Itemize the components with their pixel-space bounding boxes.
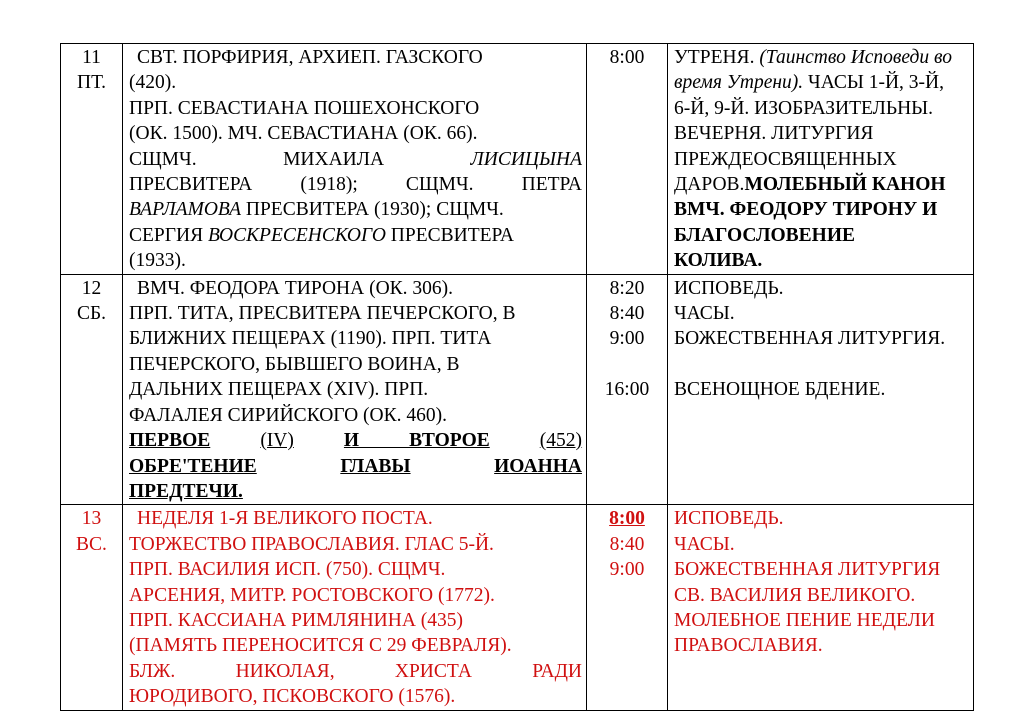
services-line: КОЛИВА. xyxy=(674,250,763,272)
saints-line: ПРП. КАССИАНА РИМЛЯНИНА (435) xyxy=(129,609,464,631)
saints-line xyxy=(129,659,582,684)
saints-word: ЛИСИЦЫНА xyxy=(470,148,582,170)
services-cell xyxy=(668,274,974,505)
saints-line: (1933). xyxy=(129,250,186,272)
day-cell xyxy=(61,274,123,505)
services-line xyxy=(674,70,969,95)
services-line: СВ. ВАСИЛИЯ ВЕЛИКОГО. xyxy=(674,584,916,606)
service-time: 9:00 xyxy=(609,328,645,350)
saints-line: ПЕЧЕРСКОГО, БЫВШЕГО ВОИНА, В xyxy=(129,353,460,375)
saints-word: ВАРЛАМОВА xyxy=(129,199,241,221)
services-text: УТРЕНЯ. xyxy=(674,47,755,68)
saints-word: СЩМЧ. xyxy=(405,174,474,196)
saints-word: ПЕТРА xyxy=(521,174,582,196)
saints-word: СЕРГИЯ xyxy=(129,224,204,246)
saints-line: (ОК. 1500). МЧ. СЕВАСТИАНА (ОК. 66). xyxy=(129,123,478,145)
saints-line: (ПАМЯТЬ ПЕРЕНОСИТСЯ С 29 ФЕВРАЛЯ). xyxy=(129,635,512,657)
day-number: 11 xyxy=(82,47,101,68)
services-line: МОЛЕБНОЕ ПЕНИЕ НЕДЕЛИ xyxy=(674,609,935,631)
saints-word: МИХАИЛА xyxy=(283,148,385,170)
services-line xyxy=(674,45,969,70)
day-name: ПТ. xyxy=(77,72,106,94)
saints-word: ОБРЕ'ТЕНИЕ xyxy=(129,455,257,477)
schedule-row-13 xyxy=(61,505,974,710)
service-time: 8:40 xyxy=(609,303,645,325)
saints-cell xyxy=(123,505,587,710)
services-line: БОЖЕСТВЕННАЯ ЛИТУРГИЯ xyxy=(674,559,941,581)
saints-word: ХРИСТА xyxy=(394,660,472,682)
saints-word: ПРЕСВИТЕРА (1930); СЩМЧ. xyxy=(245,199,504,221)
saints-line: ПРП. СЕВАСТИАНА ПОШЕХОНСКОГО xyxy=(129,97,480,119)
schedule-row-11 xyxy=(61,44,974,275)
services-cell xyxy=(668,505,974,710)
saints-word: ПРЕСВИТЕРА xyxy=(129,174,253,196)
saints-word: ИОАННА xyxy=(494,455,583,477)
saints-line: ДАЛЬНИХ ПЕЩЕРАХ (XIV). ПРП. xyxy=(129,379,429,401)
services-text: (Таинство Исповеди во xyxy=(759,47,953,68)
day-number: 13 xyxy=(81,508,102,530)
services-text: время Утрени). xyxy=(674,72,804,94)
saints-word: ПЕРВОЕ xyxy=(129,430,211,452)
saints-line: ЮРОДИВОГО, ПСКОВСКОГО (1576). xyxy=(129,686,456,708)
saints-line: НЕДЕЛЯ 1-Я ВЕЛИКОГО ПОСТА. xyxy=(137,508,433,530)
spacer xyxy=(674,352,969,377)
services-line: БЛАГОСЛОВЕНИЕ xyxy=(674,224,855,246)
saints-word: ВОСКРЕСЕНСКОГО xyxy=(208,224,386,246)
day-number: 12 xyxy=(81,277,102,299)
day-cell xyxy=(61,505,123,710)
schedule-row-12 xyxy=(61,274,974,505)
service-time: 9:00 xyxy=(609,559,645,581)
saints-line: ВМЧ. ФЕОДОРА ТИРОНА (ОК. 306). xyxy=(137,277,454,299)
saints-word: НИКОЛАЯ, xyxy=(235,660,335,682)
day-cell xyxy=(61,44,123,275)
saints-line xyxy=(129,172,582,197)
saints-line xyxy=(129,197,582,222)
services-line: ЧАСЫ. xyxy=(674,533,735,555)
services-line: 6-Й, 9-Й. ИЗОБРАЗИТЕЛЬНЫ. xyxy=(674,97,934,119)
service-time: 16:00 xyxy=(604,378,650,400)
service-time: 8:40 xyxy=(609,533,645,555)
saints-line: ПРЕДТЕЧИ. xyxy=(129,480,243,502)
services-line: ПРЕЖДЕОСВЯЩЕННЫХ xyxy=(674,148,897,170)
services-line: ВСЕНОЩНОЕ БДЕНИЕ. xyxy=(674,378,886,400)
saints-word: БЛЖ. xyxy=(129,660,176,682)
day-name: СБ. xyxy=(76,303,107,325)
service-time: 8:00 xyxy=(609,47,645,68)
spacer xyxy=(587,352,667,377)
times-cell xyxy=(587,274,668,505)
services-text: ЧАСЫ 1-Й, 3-Й, xyxy=(808,72,944,94)
saints-line: БЛИЖНИХ ПЕЩЕРАХ (1190). ПРП. ТИТА xyxy=(129,328,492,350)
saints-line: ТОРЖЕСТВО ПРАВОСЛАВИЯ. ГЛАС 5-Й. xyxy=(129,533,494,555)
saints-line: ПРП. ВАСИЛИЯ ИСП. (750). СЩМЧ. xyxy=(129,559,446,581)
saints-word: СЩМЧ. xyxy=(129,148,197,170)
saints-word: ГЛАВЫ xyxy=(340,455,411,477)
times-cell xyxy=(587,505,668,710)
times-cell xyxy=(587,44,668,275)
saints-line xyxy=(129,223,582,248)
service-time: 8:00 xyxy=(609,508,645,530)
services-line: ПРАВОСЛАВИЯ. xyxy=(674,635,823,657)
services-line: ЧАСЫ. xyxy=(674,303,735,325)
saints-line: ПРП. ТИТА, ПРЕСВИТЕРА ПЕЧЕРСКОГО, В xyxy=(129,303,516,325)
saints-word: (IV) xyxy=(260,430,294,452)
saints-line xyxy=(129,147,582,172)
services-line: ИСПОВЕДЬ. xyxy=(674,277,784,299)
service-time: 8:20 xyxy=(609,277,645,299)
day-name: ВС. xyxy=(76,533,107,555)
services-cell xyxy=(668,44,974,275)
services-line: ИСПОВЕДЬ. xyxy=(674,508,784,530)
saints-word: (1918); xyxy=(300,174,358,196)
saints-line: ФАЛАЛЕЯ СИРИЙСКОГО (ОК. 460). xyxy=(129,404,447,426)
saints-line: СВТ. ПОРФИРИЯ, АРХИЕП. ГАЗСКОГО xyxy=(137,47,483,68)
services-text: ДАРОВ. xyxy=(674,174,745,196)
saints-cell xyxy=(123,44,587,275)
services-line: ВМЧ. ФЕОДОРУ ТИРОНУ И xyxy=(674,199,938,221)
saints-word: (452) xyxy=(539,430,583,452)
services-text: МОЛЕБНЫЙ КАНОН xyxy=(744,174,946,196)
saints-word: И ВТОРОЕ xyxy=(343,430,490,452)
services-line: ВЕЧЕРНЯ. ЛИТУРГИЯ xyxy=(674,123,874,145)
saints-line xyxy=(129,454,582,479)
saints-word: ПРЕСВИТЕРА xyxy=(390,224,514,246)
saints-line: (420). xyxy=(129,72,177,94)
saints-cell xyxy=(123,274,587,505)
services-line: БОЖЕСТВЕННАЯ ЛИТУРГИЯ. xyxy=(674,328,946,350)
schedule-table xyxy=(60,43,974,711)
saints-line xyxy=(129,428,582,453)
services-line xyxy=(674,172,969,197)
saints-word: РАДИ xyxy=(532,660,583,682)
saints-line: АРСЕНИЯ, МИТР. РОСТОВСКОГО (1772). xyxy=(129,584,495,606)
